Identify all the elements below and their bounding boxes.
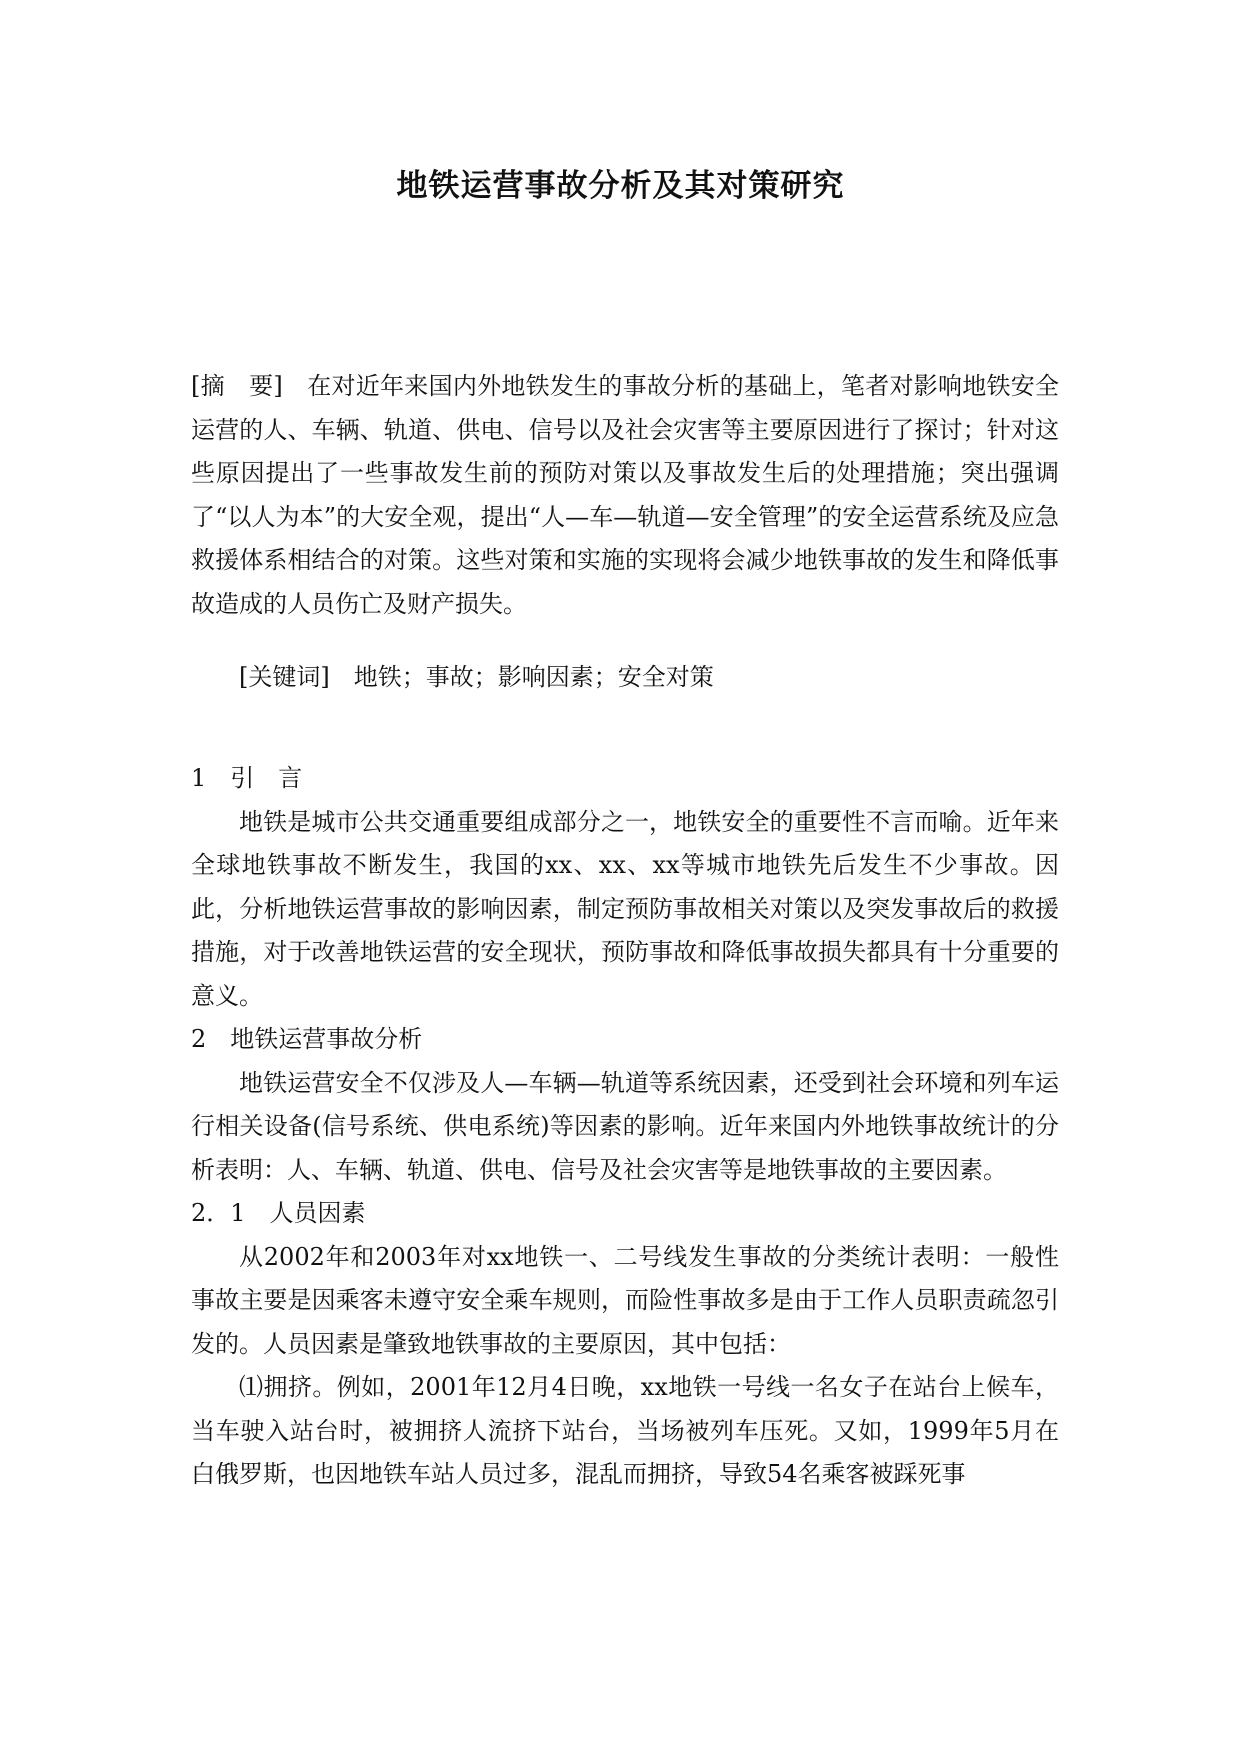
keywords-paragraph xyxy=(191,656,1059,700)
section-2-1-paragraph-2: ⑴拥挤。例如，2001年12月4日晚，xx地铁一号线一名女子在站台上候车，当车驶入站台时，被拥挤人流挤下站台，当场被列车压死。又如，1999年5月在白俄罗斯，也因地铁车站人员过多，混乱而拥挤，导致54名乘客被踩死事 xyxy=(191,1373,1059,1488)
abstract-paragraph xyxy=(191,365,1059,626)
section-1-paragraph: 地铁是城市公共交通重要组成部分之一，地铁安全的重要性不言而喻。近年来全球地铁事故不断发生，我国的xx、xx、xx等城市地铁先后发生不少事故。因此，分析地铁运营事故的影响因素，制定预防事故相关对策以及突发事故后的救援措施，对于改善地铁运营的安全现状，预防事故和降低事故损失都具有十分重要的意义。 xyxy=(191,807,1059,1010)
main-body xyxy=(191,757,1059,1497)
keywords-label: [关键词] xyxy=(239,663,330,691)
abstract-label: [摘 要] xyxy=(191,372,283,400)
keywords-text: 地铁；事故；影响因素；安全对策 xyxy=(353,663,714,691)
section-1-heading: 1 引 言 xyxy=(191,764,303,792)
section-2-paragraph: 地铁运营安全不仅涉及人—车辆—轨道等系统因素，还受到社会环境和列车运行相关设备(信号系统、供电系统)等因素的影响。近年来国内外地铁事故统计的分析表明：人、车辆、轨道、供电、信号及社会灾害等是地铁事故的主要因素。 xyxy=(191,1068,1059,1184)
page-title: 地铁运营事故分析及其对策研究 xyxy=(396,168,845,204)
section-2-1-paragraph-1: 从2002年和2003年对xx地铁一、二号线发生事故的分类统计表明：一般性事故主要是因乘客未遵守安全乘车规则，而险性事故多是由于工作人员职责疏忽引发的。人员因素是肇致地铁事故的主要原因，其中包括： xyxy=(191,1242,1059,1358)
abstract-text: 在对近年来国内外地铁发生的事故分析的基础上，笔者对影响地铁安全运营的人、车辆、轨道、供电、信号以及社会灾害等主要原因进行了探讨；针对这些原因提出了一些事故发生前的预防对策以及事故发生后的处理措施；突出强调了“以人为本”的大安全观，提出“人—车—轨道—安全管理”的安全运营系统及应急救援体系相结合的对策。这些对策和实施的实现将会减少地铁事故的发生和降低事故造成的人员伤亡及财产损失。 xyxy=(191,372,1060,618)
section-2-1-heading: 2．1 人员因素 xyxy=(191,1199,366,1227)
section-2-heading: 2 地铁运营事故分析 xyxy=(191,1025,423,1053)
